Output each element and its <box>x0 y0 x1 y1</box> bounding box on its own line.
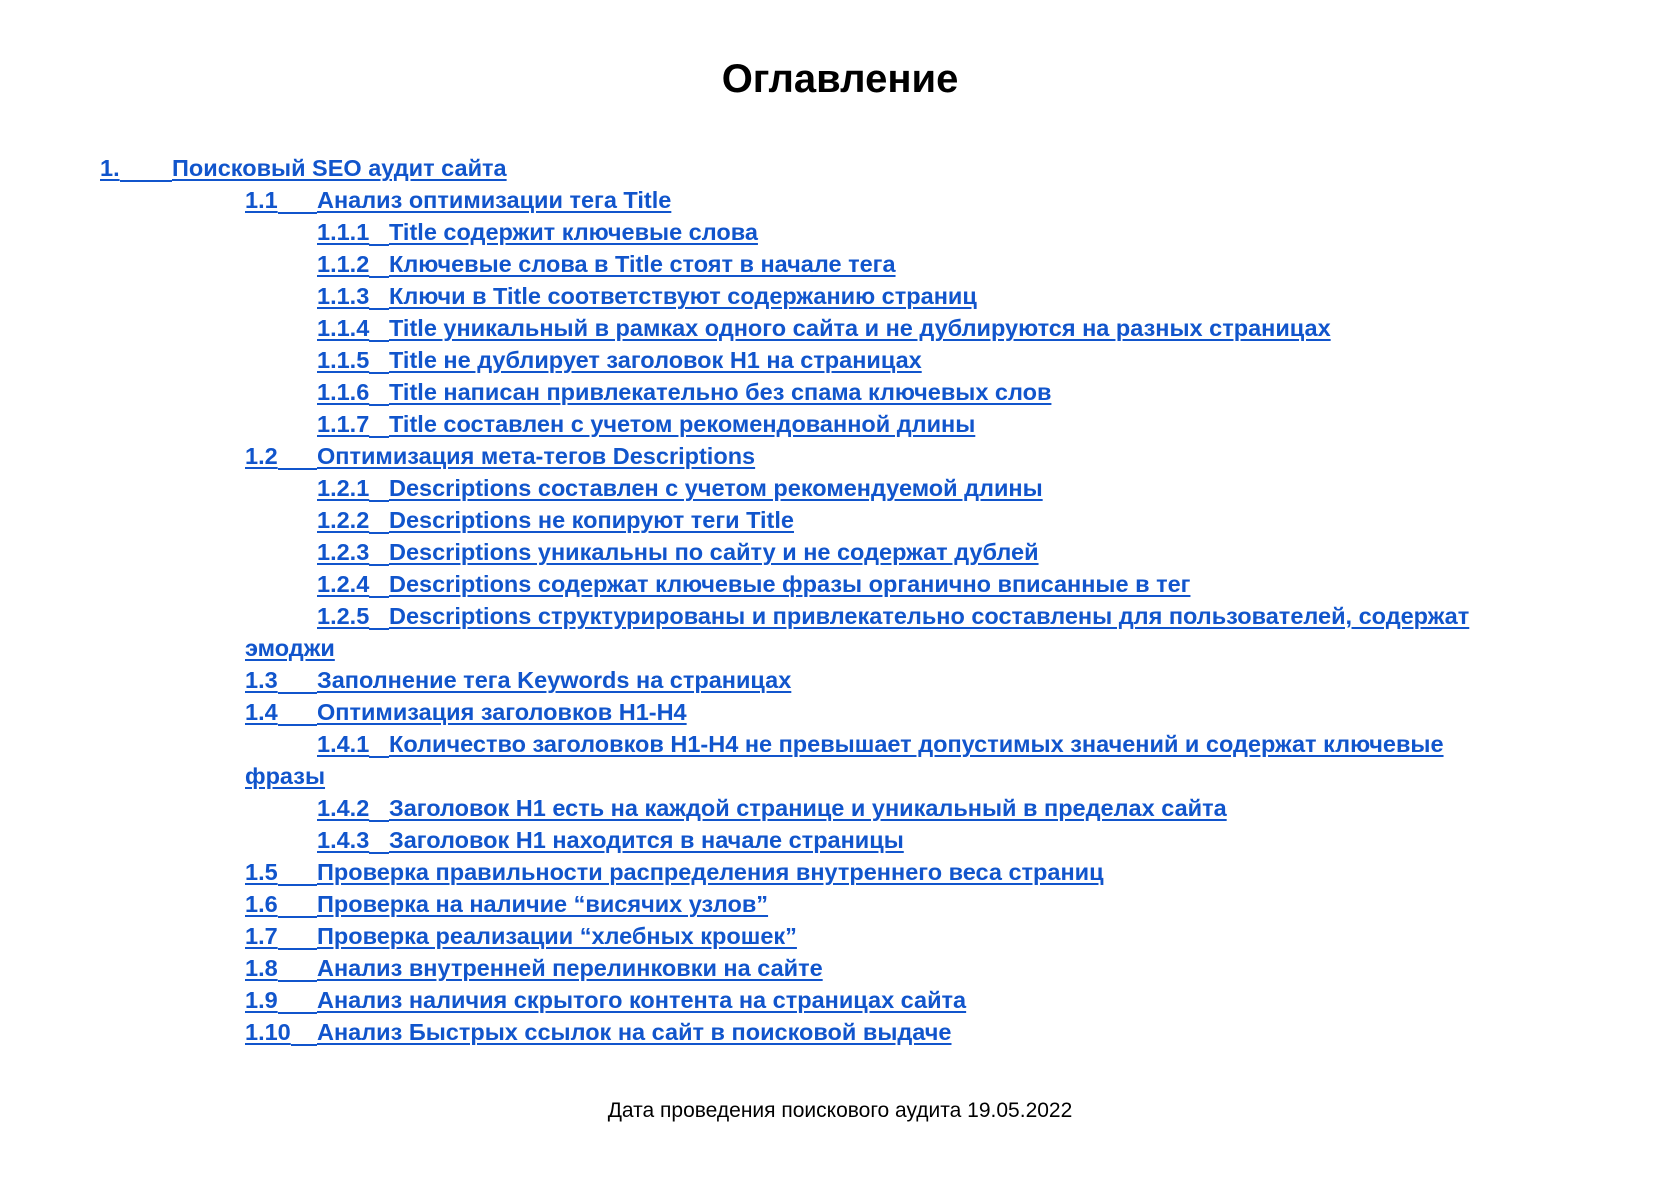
toc-link-1-5[interactable] <box>0 856 1680 888</box>
table-of-contents <box>0 152 1680 1048</box>
toc-text: Title уникальный в рамках одного сайта и не дублируются на разных страницах <box>389 315 1331 341</box>
toc-text: Title составлен с учетом рекомендованной длины <box>389 411 976 437</box>
toc-underline-gap <box>369 822 389 854</box>
toc-underline-gap <box>369 310 389 342</box>
toc-number: 1.1 <box>245 187 278 213</box>
toc-text: Title написан привлекательно без спама ключевых слов <box>389 379 1052 405</box>
toc-link-1-6[interactable] <box>0 888 1680 920</box>
toc-underline-gap <box>369 566 389 598</box>
toc-link-1-1-1[interactable] <box>0 216 1680 248</box>
toc-underline-gap <box>369 598 389 630</box>
toc-underline-gap <box>278 438 317 470</box>
toc-link-1-3[interactable] <box>0 664 1680 696</box>
toc-underline-gap <box>278 982 317 1014</box>
toc-link-1-1-6[interactable] <box>0 376 1680 408</box>
toc-text: Ключевые слова в Title стоят в начале тега <box>389 251 896 277</box>
toc-link-1-10[interactable] <box>0 1016 1680 1048</box>
toc-underline-gap <box>278 694 317 726</box>
toc-underline-gap <box>291 1014 317 1046</box>
toc-link-1-4-1[interactable] <box>0 728 1680 792</box>
toc-number: 1.4.1 <box>317 731 370 757</box>
toc-number: 1. <box>100 155 120 181</box>
toc-link-1-1-3[interactable] <box>0 280 1680 312</box>
toc-underline-gap <box>278 886 317 918</box>
toc-underline-gap <box>278 182 317 214</box>
toc-text: Descriptions уникальны по сайту и не содержат дублей <box>389 539 1039 565</box>
toc-link-1-2-1[interactable] <box>0 472 1680 504</box>
toc-link-1-1-4[interactable] <box>0 312 1680 344</box>
toc-link-1-4-2[interactable] <box>0 792 1680 824</box>
toc-link-1[interactable] <box>0 152 1680 184</box>
toc-underline-gap <box>369 534 389 566</box>
toc-underline-gap <box>278 918 317 950</box>
toc-number: 1.1.3 <box>317 283 370 309</box>
toc-text: Заполнение тега Keywords на страницах <box>317 667 792 693</box>
toc-underline-gap <box>369 790 389 822</box>
toc-underline-gap <box>369 246 389 278</box>
toc-link-1-1-5[interactable] <box>0 344 1680 376</box>
toc-underline-gap <box>369 470 389 502</box>
toc-link-1-9[interactable] <box>0 984 1680 1016</box>
toc-number: 1.1.7 <box>317 411 370 437</box>
toc-number: 1.1.1 <box>317 219 370 245</box>
toc-text: Заголовок H1 находится в начале страницы <box>389 827 904 853</box>
toc-text: Descriptions не копируют теги Title <box>389 507 794 533</box>
toc-number: 1.6 <box>245 891 278 917</box>
toc-number: 1.7 <box>245 923 278 949</box>
toc-number: 1.8 <box>245 955 278 981</box>
toc-number: 1.2.3 <box>317 539 370 565</box>
toc-text: Анализ оптимизации тега Title <box>317 187 672 213</box>
toc-underline-gap <box>369 406 389 438</box>
toc-link-1-2-2[interactable] <box>0 504 1680 536</box>
toc-link-1-1-2[interactable] <box>0 248 1680 280</box>
toc-number: 1.1.2 <box>317 251 370 277</box>
toc-link-1-1-7[interactable] <box>0 408 1680 440</box>
toc-text: Ключи в Title соответствуют содержанию страниц <box>389 283 977 309</box>
toc-number: 1.1.5 <box>317 347 370 373</box>
toc-number: 1.2 <box>245 443 278 469</box>
toc-number: 1.1.6 <box>317 379 370 405</box>
toc-underline-gap <box>369 374 389 406</box>
toc-underline-gap <box>278 950 317 982</box>
toc-text: Оптимизация мета-тегов Descriptions <box>317 443 756 469</box>
toc-link-1-2-5[interactable] <box>0 600 1680 664</box>
toc-link-1-1[interactable] <box>0 184 1680 216</box>
toc-number: 1.2.5 <box>317 603 370 629</box>
toc-underline-gap <box>278 662 317 694</box>
toc-number: 1.5 <box>245 859 278 885</box>
toc-link-1-7[interactable] <box>0 920 1680 952</box>
toc-text: Проверка реализации “хлебных крошек” <box>317 923 797 949</box>
toc-underline-gap <box>369 214 389 246</box>
toc-number: 1.4.3 <box>317 827 370 853</box>
page-title: Оглавление <box>721 57 959 101</box>
toc-link-1-2[interactable] <box>0 440 1680 472</box>
toc-underline-gap <box>369 278 389 310</box>
toc-text: Descriptions структурированы и привлекательно составлены для пользователей, содержат <box>389 603 1470 629</box>
toc-text: Поисковый SEO аудит сайта <box>172 155 507 181</box>
toc-text: Анализ внутренней перелинковки на сайте <box>317 955 823 981</box>
toc-number: 1.4 <box>245 699 278 725</box>
toc-text: Анализ Быстрых ссылок на сайт в поисковой выдаче <box>317 1019 952 1045</box>
toc-link-1-2-3[interactable] <box>0 536 1680 568</box>
toc-underline-gap <box>369 502 389 534</box>
toc-link-1-2-4[interactable] <box>0 568 1680 600</box>
toc-number: 1.4.2 <box>317 795 370 821</box>
toc-text: Количество заголовков H1-H4 не превышает допустимых значений и содержат ключевые <box>389 731 1444 757</box>
toc-number: 1.9 <box>245 987 278 1013</box>
toc-text-continuation: эмоджи <box>245 635 335 661</box>
toc-text: Оптимизация заголовков H1-H4 <box>317 699 687 725</box>
toc-text: Descriptions содержат ключевые фразы органично вписанные в тег <box>389 571 1191 597</box>
toc-text: Descriptions составлен с учетом рекомендуемой длины <box>389 475 1043 501</box>
audit-date: Дата проведения поискового аудита 19.05.2022 <box>607 1099 1073 1122</box>
toc-link-1-4[interactable] <box>0 696 1680 728</box>
toc-number: 1.2.2 <box>317 507 370 533</box>
toc-text: Проверка правильности распределения внутреннего веса страниц <box>317 859 1104 885</box>
toc-underline-gap <box>369 342 389 374</box>
toc-text: Title содержит ключевые слова <box>389 219 758 245</box>
toc-text: Анализ наличия скрытого контента на страницах сайта <box>317 987 967 1013</box>
toc-link-1-8[interactable] <box>0 952 1680 984</box>
toc-underline-gap <box>369 726 389 758</box>
toc-number: 1.2.4 <box>317 571 370 597</box>
toc-number: 1.3 <box>245 667 278 693</box>
toc-number: 1.2.1 <box>317 475 370 501</box>
toc-text: Проверка на наличие “висячих узлов” <box>317 891 769 917</box>
toc-number: 1.1.4 <box>317 315 370 341</box>
toc-text-continuation: фразы <box>245 763 326 789</box>
toc-underline-gap <box>120 150 172 182</box>
toc-underline-gap <box>278 854 317 886</box>
toc-link-1-4-3[interactable] <box>0 824 1680 856</box>
toc-text: Заголовок H1 есть на каждой странице и уникальный в пределах сайта <box>389 795 1227 821</box>
toc-number: 1.10 <box>245 1019 291 1045</box>
toc-text: Title не дублирует заголовок H1 на страницах <box>389 347 922 373</box>
